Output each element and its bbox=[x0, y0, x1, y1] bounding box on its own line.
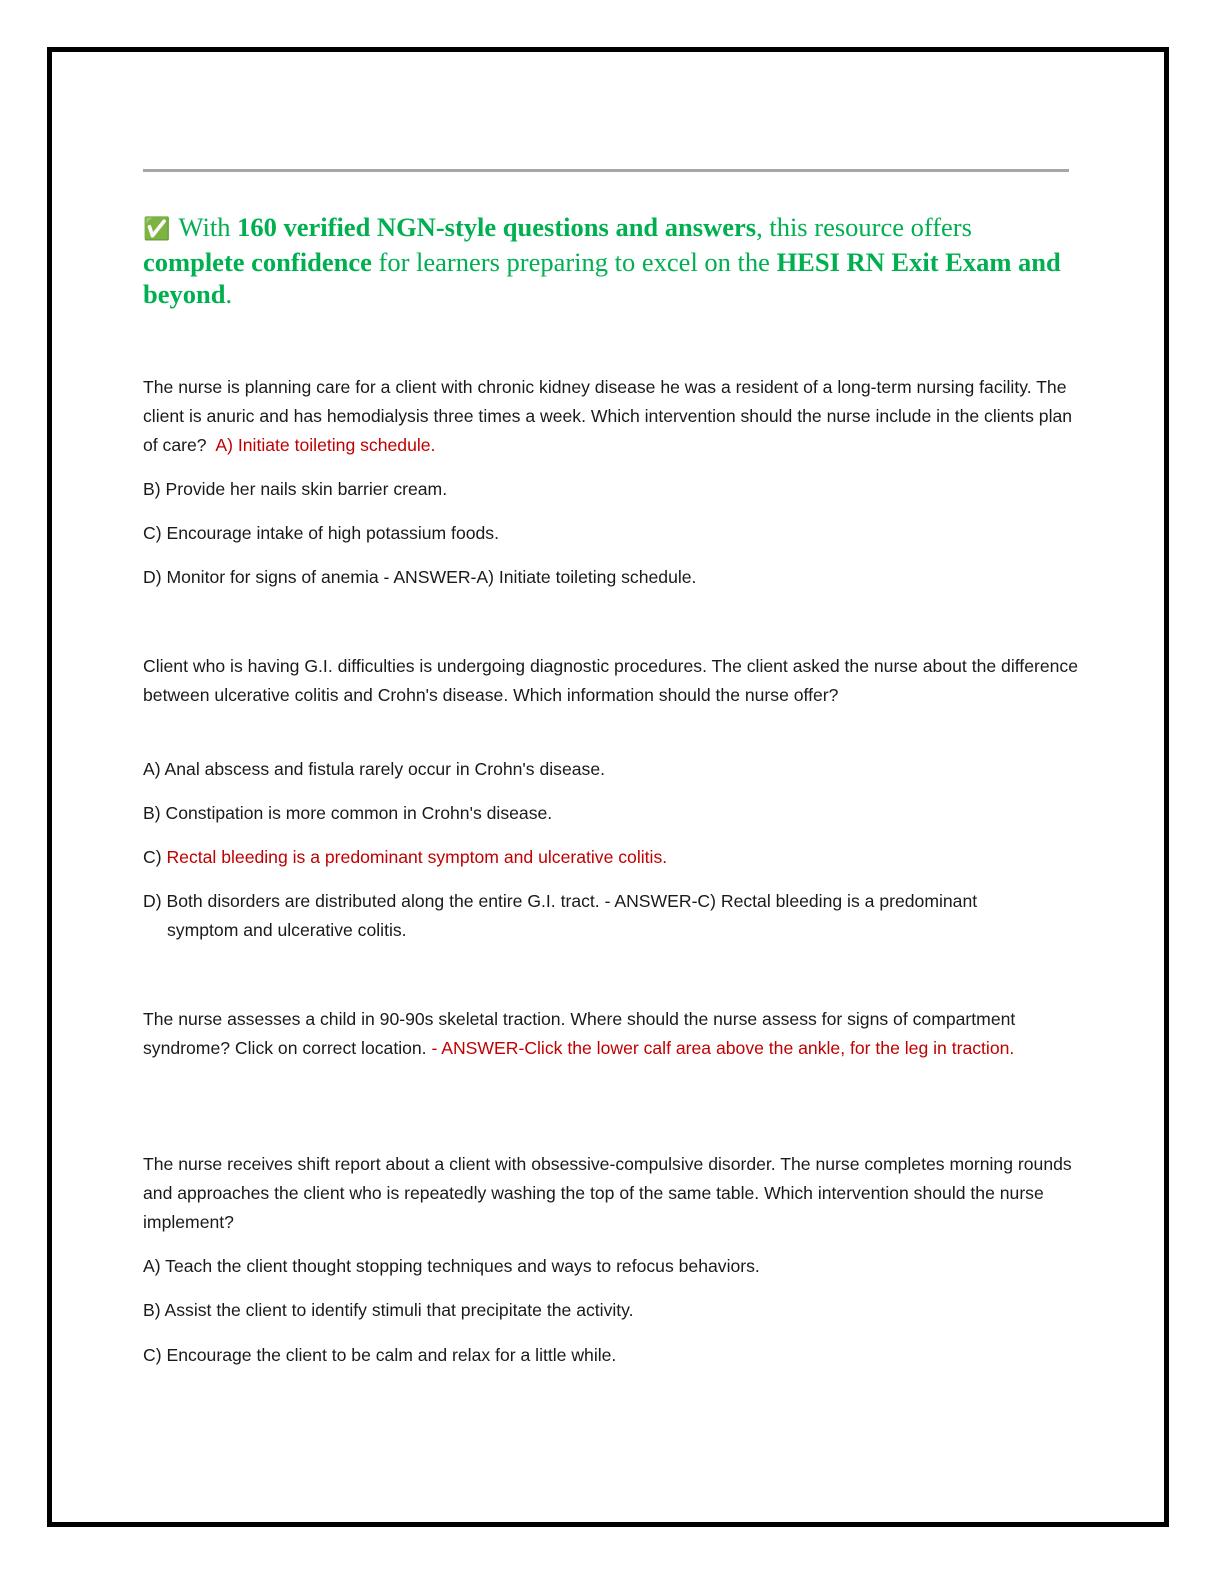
q2-option-b: B) Constipation is more common in Crohn's disease. bbox=[143, 803, 553, 823]
q1-stem: The nurse is planning care for a client with chronic kidney disease he was a resident of a long-term nursing facility. The client is anuric and has hemodialysis three times a week. Which intervention should the nurse include in the clients plan of care? bbox=[143, 377, 1073, 455]
intro-text-3: for learners preparing to excel on the bbox=[371, 247, 777, 277]
q1-stem-paragraph bbox=[143, 373, 1078, 460]
q2-option-a: A) Anal abscess and fistula rarely occur in Crohn's disease. bbox=[143, 759, 605, 779]
q4-option-c: C) Encourage the client to be calm and relax for a little while. bbox=[143, 1345, 617, 1365]
q1-option-a: A) Initiate toileting schedule. bbox=[215, 435, 436, 455]
q1-option-d: D) Monitor for signs of anemia - ANSWER-A) Initiate toileting schedule. bbox=[143, 567, 697, 587]
intro-bold-2: complete confidence bbox=[143, 247, 372, 277]
intro-text-1: With bbox=[172, 212, 238, 242]
check-icon: ✅ bbox=[143, 217, 171, 242]
q3-stem: The nurse assesses a child in 90-90s skeletal traction. Where should the nurse assess for signs of compartment syndrome? Click on correct location. bbox=[143, 1009, 1016, 1058]
horizontal-rule bbox=[143, 169, 1069, 172]
intro-bold-3: HESI RN Exit Exam and beyond bbox=[143, 247, 1061, 309]
intro-text-2: , this resource offers bbox=[756, 212, 972, 242]
q1-option-c: C) Encourage intake of high potassium foods. bbox=[143, 523, 499, 543]
q2-stem: Client who is having G.I. difficulties is undergoing diagnostic procedures. The client asked the nurse about the difference between ulcerative colitis and Crohn's disease. Which information should the nurse offer? bbox=[143, 656, 1078, 705]
q3-answer: - ANSWER-Click the lower calf area above the ankle, for the leg in traction. bbox=[426, 1038, 1015, 1058]
q3-paragraph bbox=[143, 1005, 1068, 1063]
q2-option-c bbox=[143, 843, 1078, 872]
intro-bold-1: 160 verified NGN-style questions and answers bbox=[237, 212, 757, 242]
q2-option-d: D) Both disorders are distributed along the entire G.I. tract. - ANSWER-C) Rectal bleeding is a predominant symptom and ulcerative colitis. bbox=[143, 891, 978, 940]
intro-text-4: . bbox=[225, 279, 233, 309]
q4-option-a: A) Teach the client thought stopping techniques and ways to refocus behaviors. bbox=[143, 1256, 760, 1276]
q2-option-c-text: Rectal bleeding is a predominant symptom and ulcerative colitis. bbox=[166, 847, 668, 867]
q1-option-b: B) Provide her nails skin barrier cream. bbox=[143, 479, 448, 499]
q2-option-c-prefix: C) bbox=[143, 847, 167, 867]
intro-banner bbox=[143, 211, 1073, 310]
q4-stem: The nurse receives shift report about a client with obsessive-compulsive disorder. The nurse completes morning rounds and approaches the client who is repeatedly washing the top of the same table. Which intervention should the nurse implement? bbox=[143, 1154, 1072, 1232]
q4-option-b: B) Assist the client to identify stimuli that precipitate the activity. bbox=[143, 1300, 634, 1320]
